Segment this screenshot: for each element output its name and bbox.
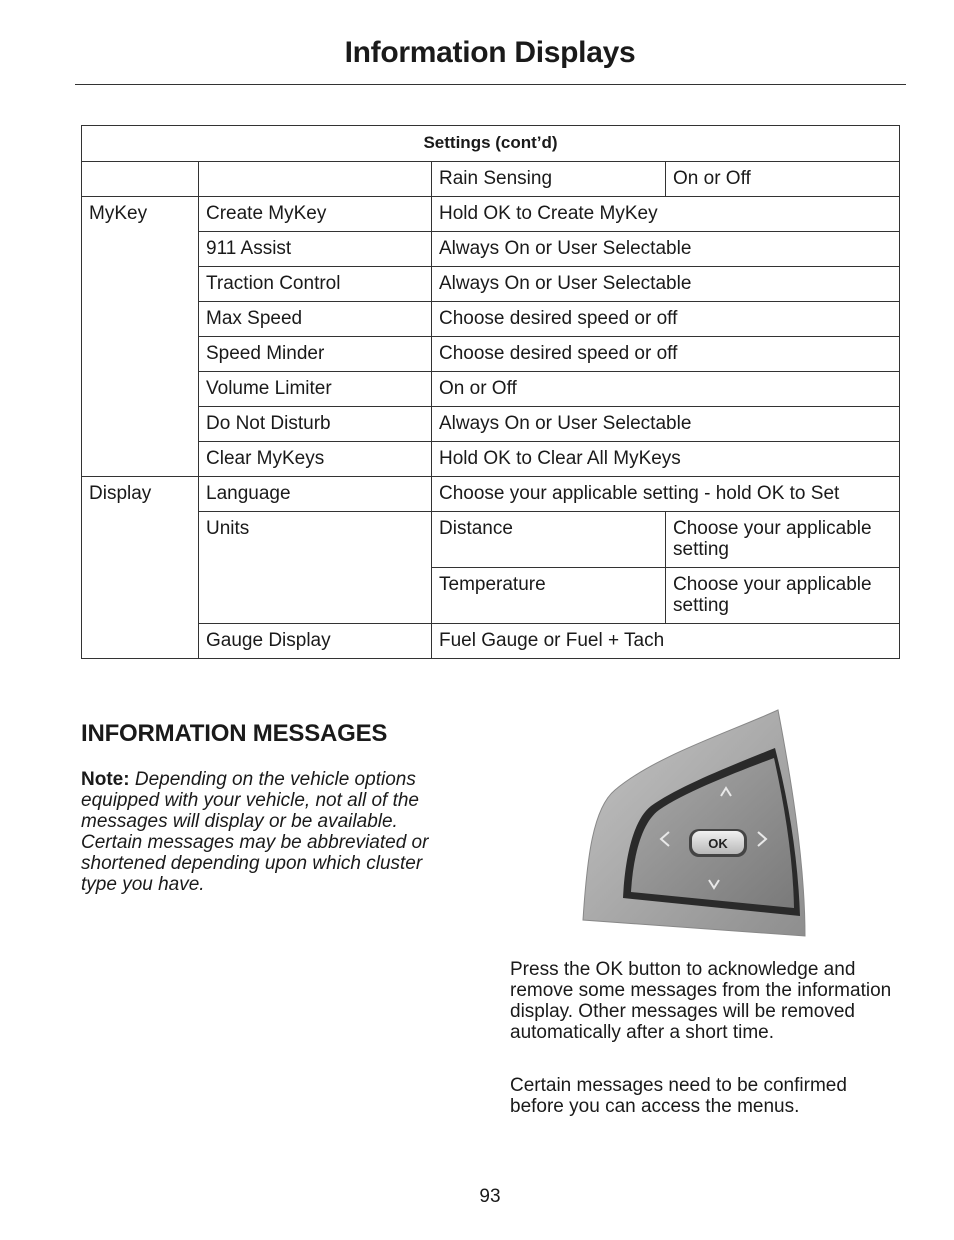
empty-cell [82,162,199,197]
item-cell: Do Not Disturb [199,407,432,442]
category-cell-mykey: MyKey [82,197,199,477]
value-cell: Choose desired speed or off [432,337,900,372]
paragraph: Certain messages need to be confirmed before you can access the menus. [510,1075,847,1117]
ok-button-label: OK [708,836,728,851]
category-cell-display: Display [82,477,199,659]
value-cell: Choose desired speed or off [432,302,900,337]
table-caption-row [82,126,900,162]
setting-cell: Distance [432,512,666,568]
value-cell: Always On or User Selectable [432,232,900,267]
value-cell: Choose your applicable setting [666,512,900,568]
ok-button[interactable] [689,829,747,857]
section-heading: INFORMATION MESSAGES [81,720,388,747]
note [81,769,461,895]
page-number: 93 [479,1186,501,1207]
table-row [82,267,900,302]
value-cell: Hold OK to Create MyKey [432,197,900,232]
table-row [82,624,900,659]
value-cell: Hold OK to Clear All MyKeys [432,442,900,477]
value-cell: Choose your applicable setting [666,568,900,624]
table-row [82,477,900,512]
value-cell: Fuel Gauge or Fuel + Tach [432,624,900,659]
item-cell: Units [199,512,432,624]
item-cell: Language [199,477,432,512]
setting-cell: Temperature [432,568,666,624]
note-label: Note: [81,769,130,790]
value-cell: Always On or User Selectable [432,407,900,442]
item-cell: Create MyKey [199,197,432,232]
value-cell: On or Off [666,162,900,197]
table-row [82,162,900,197]
item-cell: Clear MyKeys [199,442,432,477]
empty-cell [199,162,432,197]
item-cell: 911 Assist [199,232,432,267]
table-caption: Settings (cont’d) [82,126,900,162]
note-text: Depending on the vehicle options equipped with your vehicle, not all of the messages will display or be available. Certain messages may be abbreviated or shortened depending upon which cluster type you have. [81,769,429,895]
table-row [82,442,900,477]
item-cell: Volume Limiter [199,372,432,407]
table-row [82,197,900,232]
page-title: Information Displays [344,36,636,69]
title-divider [75,84,906,85]
item-cell: Speed Minder [199,337,432,372]
table-row [82,302,900,337]
steering-wheel-controls-illustration [575,708,811,940]
item-cell: Traction Control [199,267,432,302]
value-cell: Always On or User Selectable [432,267,900,302]
table-row [82,512,900,568]
paragraph: Press the OK button to acknowledge and remove some messages from the information display. Other messages will be removed automatically after a short time. [510,959,892,1043]
item-cell: Max Speed [199,302,432,337]
item-cell: Gauge Display [199,624,432,659]
table-row [82,372,900,407]
value-cell: On or Off [432,372,900,407]
table-row [82,232,900,267]
value-cell: Choose your applicable setting - hold OK to Set [432,477,900,512]
table-row [82,407,900,442]
table-row [82,337,900,372]
settings-table [81,125,900,659]
setting-cell: Rain Sensing [432,162,666,197]
